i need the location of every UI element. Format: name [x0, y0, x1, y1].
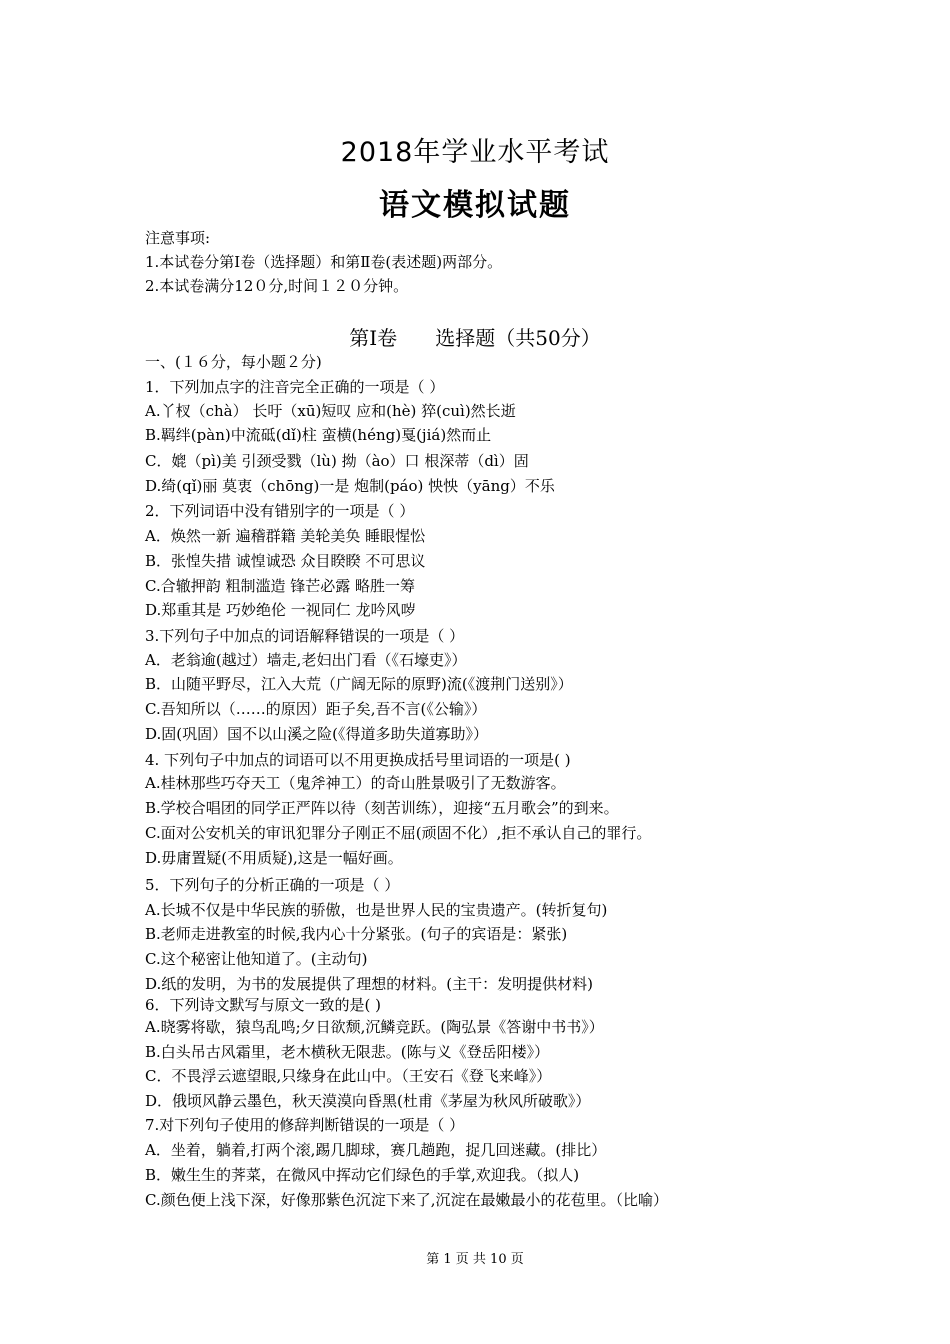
question-option: A.桂林那些巧夺天工（鬼斧神工）的奇山胜景吸引了无数游客。 — [145, 774, 566, 792]
question-option: B．山随平野尽，江入大荒（广阔无际的原野)流(《渡荆门送别》） — [145, 675, 573, 693]
section-heading: 第Ⅰ卷 选择题（共50分） — [349, 326, 601, 350]
note-item: 1.本试卷分第Ⅰ卷（选择题）和第Ⅱ卷(表述题)两部分。 — [145, 253, 503, 271]
question-option: C.颜色便上浅下深，好像那紫色沉淀下来了,沉淀在最嫩最小的花苞里。（比喻） — [145, 1191, 668, 1209]
question-option: C.面对公安机关的审讯犯罪分子刚正不屈(顽固不化）,拒不承认自己的罪行。 — [145, 824, 652, 842]
question-option: D.固(巩固）国不以山溪之险(《得道多助失道寡助》） — [145, 725, 488, 743]
question-option: A.晓雾将歇，猿鸟乱鸣;夕日欲颓,沉鳞竞跃。(陶弘景《答谢中书书》） — [145, 1018, 604, 1036]
question-option: D．俄顷风静云墨色，秋天漠漠向昏黑(杜甫《茅屋为秋风所破歌》） — [145, 1092, 591, 1110]
question-option: B.羁绊(pàn)中流砥(dǐ)柱 蛮横(héng)戛(jiá)然而止 — [145, 426, 492, 444]
question-option: D.毋庸置疑(不用质疑),这是一幅好画。 — [145, 849, 403, 867]
question-option: A．坐着，躺着,打两个滚,踢几脚球，赛几趟跑，捉几回迷藏。(排比） — [145, 1141, 607, 1159]
question-option: D.绮(qǐ)丽 莫衷（chōng)一是 炮制(páo) 怏怏（yāng）不乐 — [145, 477, 555, 495]
question-stem: 2．下列词语中没有错别字的一项是（ ） — [145, 502, 415, 520]
question-option: B．嫩生生的荠菜，在微风中挥动它们绿色的手掌,欢迎我。（拟人) — [145, 1166, 580, 1184]
question-stem: 4. 下列句子中加点的词语可以不用更换成括号里词语的一项是( ) — [145, 751, 571, 769]
question-option: D.纸的发明，为书的发展提供了理想的材料。(主干：发明提供材料) — [145, 975, 593, 993]
question-option: C．媲（pì)美 引颈受戮（lù) 拗（ào）口 根深蒂（dì）固 — [145, 452, 529, 470]
question-option: A.丫杈（chà） 长吁（xū)短叹 应和(hè) 猝(cuì)然长逝 — [145, 402, 516, 420]
question-option: B.白头吊古风霜里，老木横秋无限悲。(陈与义《登岳阳楼》） — [145, 1043, 550, 1061]
question-option: C.吾知所以（……的原因）距子矣,吾不言(《公输》） — [145, 700, 487, 718]
question-option: D.郑重其是 巧妙绝伦 一视同仁 龙吟风哕 — [145, 601, 416, 619]
page-number: 第 1 页 共 10 页 — [426, 1252, 524, 1267]
question-stem: 1．下列加点字的注音完全正确的一项是（ ） — [145, 378, 445, 396]
question-option: B．张惶失措 诚惶诚恐 众目睽睽 不可思议 — [145, 552, 426, 570]
question-stem: 6．下列诗文默写与原文一致的是( ) — [145, 996, 382, 1014]
question-option: A.长城不仅是中华民族的骄傲，也是世界人民的宝贵遗产。(转折复句) — [145, 901, 608, 919]
question-option: C.这个秘密让他知道了。(主动句) — [145, 950, 368, 968]
question-option: B.老师走进教室的时候,我内心十分紧张。(句子的宾语是：紧张) — [145, 925, 568, 943]
question-option: C．不畏浮云遮望眼,只缘身在此山中。（王安石《登飞来峰》） — [145, 1067, 552, 1085]
note-item: 2.本试卷满分12０分,时间１２０分钟。 — [145, 277, 409, 295]
part-heading: 一、(１６分，每小题２分) — [145, 353, 322, 371]
question-stem: 3.下列句子中加点的词语解释错误的一项是（ ） — [145, 627, 465, 645]
exam-title: 2018年学业水平考试 — [340, 137, 610, 168]
question-option: C.合辙押韵 粗制滥造 锋芒必露 略胜一筹 — [145, 577, 416, 595]
question-option: A．焕然一新 遍稽群籍 美轮美奂 睡眼惺忪 — [145, 527, 426, 545]
question-stem: 5．下列句子的分析正确的一项是（ ） — [145, 876, 400, 894]
exam-subtitle: 语文模拟试题 — [379, 188, 571, 223]
question-option: A．老翁逾(越过）墙走,老妇出门看（《石壕吏》） — [145, 651, 467, 669]
notes-heading: 注意事项: — [145, 229, 211, 247]
question-stem: 7.对下列句子使用的修辞判断错误的一项是（ ） — [145, 1116, 465, 1134]
question-option: B.学校合唱团的同学正严阵以待（刻苦训练），迎接“五月歌会”的到来。 — [145, 799, 619, 817]
